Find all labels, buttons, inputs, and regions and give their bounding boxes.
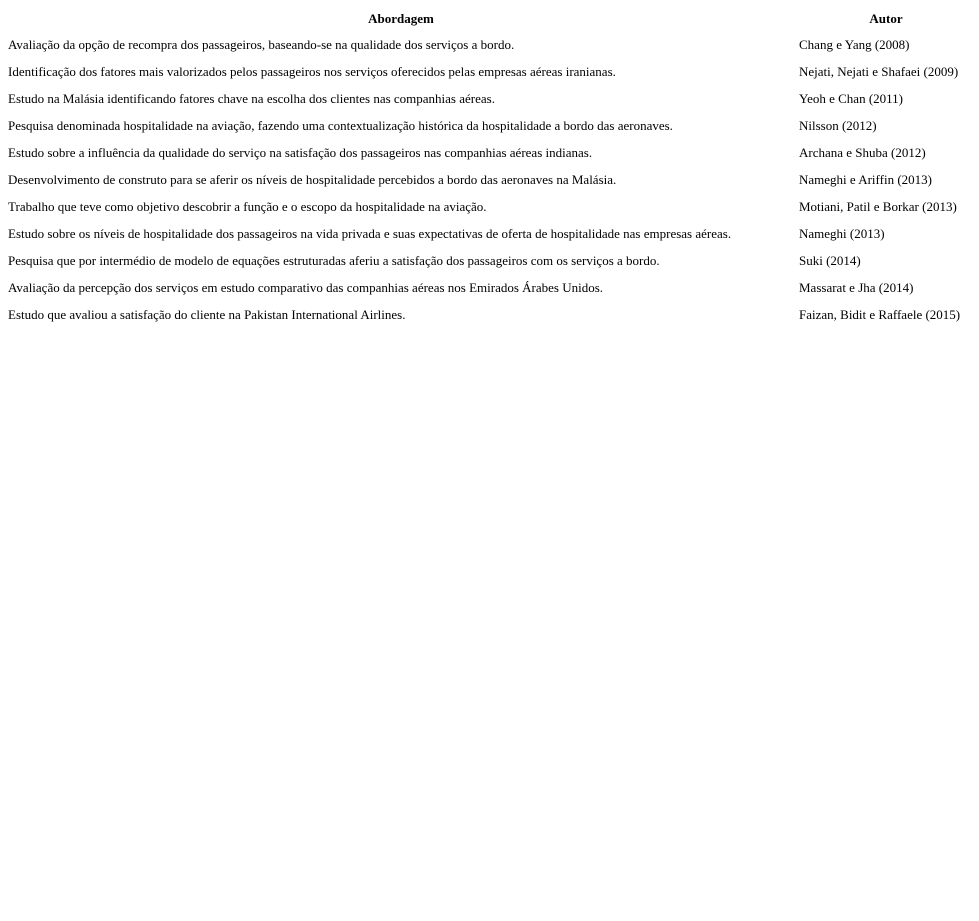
autor-cell: Massarat e Jha (2014): [799, 279, 914, 295]
table-row: [5, 139, 975, 166]
table-row: [5, 58, 975, 85]
abordagem-cell: Trabalho que teve como objetivo descobrir a função e o escopo da hospitalidade na aviação.: [8, 198, 487, 214]
references-table: [5, 7, 975, 328]
abordagem-cell: Estudo na Malásia identificando fatores chave na escolha dos clientes nas companhias aéreas.: [8, 90, 495, 106]
header-abordagem: Abordagem: [368, 11, 434, 26]
autor-cell: Nameghi e Ariffin (2013): [799, 171, 932, 187]
autor-cell: Nilsson (2012): [799, 117, 877, 133]
autor-cell: Suki (2014): [799, 252, 861, 268]
table-row: [5, 85, 975, 112]
table-row: [5, 301, 975, 328]
autor-cell: Chang e Yang (2008): [799, 36, 910, 52]
abordagem-cell: Avaliação da opção de recompra dos passageiros, baseando-se na qualidade dos serviços a bordo.: [8, 36, 515, 52]
autor-cell: Nejati, Nejati e Shafaei (2009): [799, 63, 959, 79]
table-row: [5, 31, 975, 58]
abordagem-cell: Avaliação da percepção dos serviços em estudo comparativo das companhias aéreas nos Emirados Árabes Unidos.: [8, 279, 604, 295]
table-row: [5, 193, 975, 220]
abordagem-cell: Identificação dos fatores mais valorizados pelos passageiros nos serviços oferecidos pelas empresas aéreas iranianas.: [8, 63, 616, 79]
abordagem-cell: Estudo que avaliou a satisfação do cliente na Pakistan International Airlines.: [8, 306, 406, 322]
abordagem-cell: Desenvolvimento de construto para se aferir os níveis de hospitalidade percebidos a bordo das aeronaves na Malásia.: [8, 171, 617, 187]
header-row: [5, 7, 975, 31]
abordagem-cell: Pesquisa que por intermédio de modelo de equações estruturadas aferiu a satisfação dos passageiros com os serviços a bordo.: [8, 252, 660, 268]
autor-cell: Yeoh e Chan (2011): [799, 90, 903, 106]
table-header: [5, 7, 975, 31]
autor-cell: Nameghi (2013): [799, 225, 885, 241]
abordagem-cell: Estudo sobre a influência da qualidade do serviço na satisfação dos passageiros nas companhias aéreas indianas.: [8, 144, 593, 160]
autor-cell: Faizan, Bidit e Raffaele (2015): [799, 306, 961, 322]
header-autor: Autor: [869, 11, 903, 26]
table-row: [5, 112, 975, 139]
autor-cell: Archana e Shuba (2012): [799, 144, 926, 160]
table-row: [5, 166, 975, 193]
table-row: [5, 220, 975, 247]
autor-cell: Motiani, Patil e Borkar (2013): [799, 198, 957, 214]
table-row: [5, 274, 975, 301]
abordagem-cell: Estudo sobre os níveis de hospitalidade dos passageiros na vida privada e suas expectativas de oferta de hospitalidade nas empresas aéreas.: [8, 225, 732, 241]
table-body: [5, 31, 975, 328]
abordagem-cell: Pesquisa denominada hospitalidade na aviação, fazendo uma contextualização histórica da hospitalidade a bordo das aeronaves.: [8, 117, 673, 133]
table-row: [5, 247, 975, 274]
